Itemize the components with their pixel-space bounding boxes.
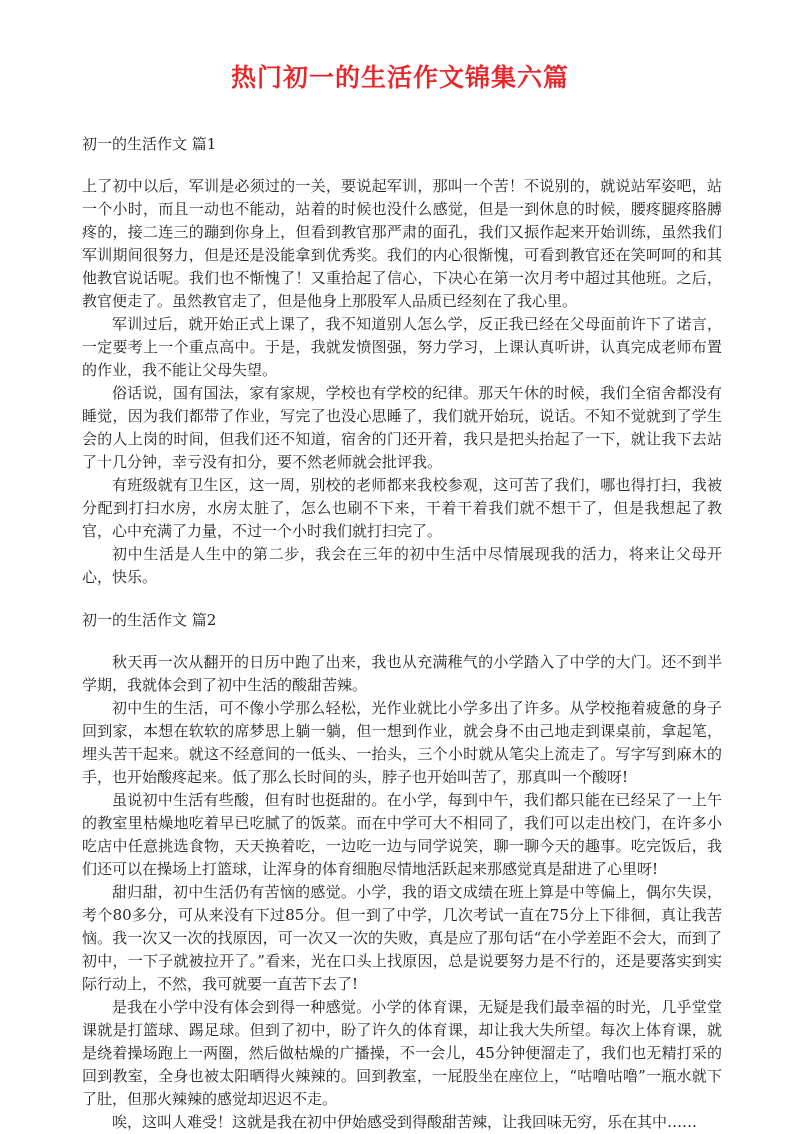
paragraph: 秋天再一次从翻开的日历中跑了出来，我也从充满稚气的小学踏入了中学的大门。还不到半学期，我就体会到了初中生活的酸甜苦辣。 — [82, 653, 722, 694]
paragraph: 军训过后，就开始正式上课了，我不知道别人怎么学，反正我已经在父母面前许下了诺言，一定要考上一个重点高中。于是，我就发愤图强，努力学习，上课认真听讲，认真完成老师布置的作业，我不能让父母失望。 — [82, 315, 722, 379]
section-heading-1: 初一的生活作文 篇1 — [82, 135, 217, 153]
paragraph: 是我在小学中没有体会到得一种感觉。小学的体育课，无疑是我们最幸福的时光，几乎堂堂课就是打篮球、踢足球。但到了初中，盼了许久的体育课，却让我大失所望。每次上体育课，就是绕着操场跑上一两圈，然后做枯燥的广播操，不一会儿，45分钟便溜走了，我们也无精打采的回到教室，全身也被太阳晒得火辣辣的。回到教室，一屁股坐在座位上，“咕噜咕噜”一瓶水就下了肚，但那火辣辣的感觉却迟迟不走。 — [82, 998, 722, 1108]
section-heading-2: 初一的生活作文 篇2 — [82, 611, 217, 629]
paragraph: 唉，这叫人难受！这就是我在初中伊始感受到得酸甜苦辣，让我回味无穷，乐在其中…… — [112, 1113, 698, 1131]
paragraph: 初中生活是人生中的第二步，我会在三年的初中生活中尽情展现我的活力，将来让父母开心，快乐。 — [82, 545, 722, 586]
document-body — [82, 130, 722, 1134]
paragraph: 俗话说，国有国法，家有家规，学校也有学校的纪律。那天午休的时候，我们全宿舍都没有睡觉，因为我们都带了作业，写完了也没心思睡了，我们就开始玩，说话。不知不觉就到了学生会的人上岗的时间，但我们还不知道，宿舍的门还开着，我只是把头抬起了一下，就让我下去站了十几分钟，幸亏没有扣分，要不然老师就会批评我。 — [82, 384, 722, 471]
paragraph: 初中生的生活，可不像小学那么轻松，光作业就比小学多出了许多。从学校拖着疲惫的身子回到家，本想在软软的席梦思上躺一躺，但一想到作业，就会身不由己地走到课桌前，拿起笔，埋头苦干起来。就这不经意间的一低头、一抬头，三个小时就从笔尖上流走了。写字写到麻木的手，也开始酸疼起来。低了那么长时间的头，脖子也开始叫苦了，那真叫一个酸呀! — [82, 699, 722, 786]
paragraph: 虽说初中生活有些酸，但有时也挺甜的。在小学，每到中午，我们都只能在已经呆了一上午的教室里枯燥地吃着早已吃腻了的饭菜。而在中学可大不相同了，我们可以走出校门，在许多小吃店中任意挑选食物，天天换着吃，一边吃一边与同学说笑，聊一聊今天的趣事。吃完饭后，我们还可以在操场上打篮球，让浑身的体育细胞尽情地活跃起来那感觉真是甜进了心里呀! — [82, 791, 722, 878]
document-title: 热门初一的生活作文锦集六篇 — [230, 63, 569, 92]
paragraph: 有班级就有卫生区，这一周，别校的老师都来我校参观，这可苦了我们，哪也得打扫，我被分配到打扫水房，水房太脏了，怎么也刷不下来，干着干着我们就不想干了，但是我想起了教官，心中充满了力量，不过一个小时我们就打扫完了。 — [82, 476, 722, 540]
paragraph: 上了初中以后，军训是必须过的一关，要说起军训，那叫一个苦！不说别的，就说站军姿吧，站一个小时，而且一动也不能动，站着的时候也没什么感觉，但是一到休息的时候，腰疼腿疼胳膊疼的，接二连三的蹦到你身上，但看到教官那严肃的面孔，我们又振作起来开始训练，虽然我们军训期间很努力，但是还是没能拿到优秀奖。我们的内心很惭愧，可看到教官还在笑呵呵的和其他教官说话呢。我们也不惭愧了！又重拾起了信心，下决心在第一次月考中超过其他班。之后，教官便走了。虽然教官走了，但是他身上那股军人品质已经刻在了我心里。 — [82, 177, 722, 310]
paragraph: 甜归甜，初中生活仍有苦恼的感觉。小学，我的语文成绩在班上算是中等偏上，偶尔失误，考个80多分，可从来没有下过85分。但一到了中学，几次考试一直在75分上下徘徊，真让我苦恼。我一次又一次的找原因，可一次又一次的失败，真是应了那句话“在小学差距不会大，而到了初中，一下子就被拉开了。”看来，光在口头上找原因，总是说要努力是不行的，还是要落实到实际行动上，不然，我可就要一直苦下去了! — [82, 883, 722, 993]
